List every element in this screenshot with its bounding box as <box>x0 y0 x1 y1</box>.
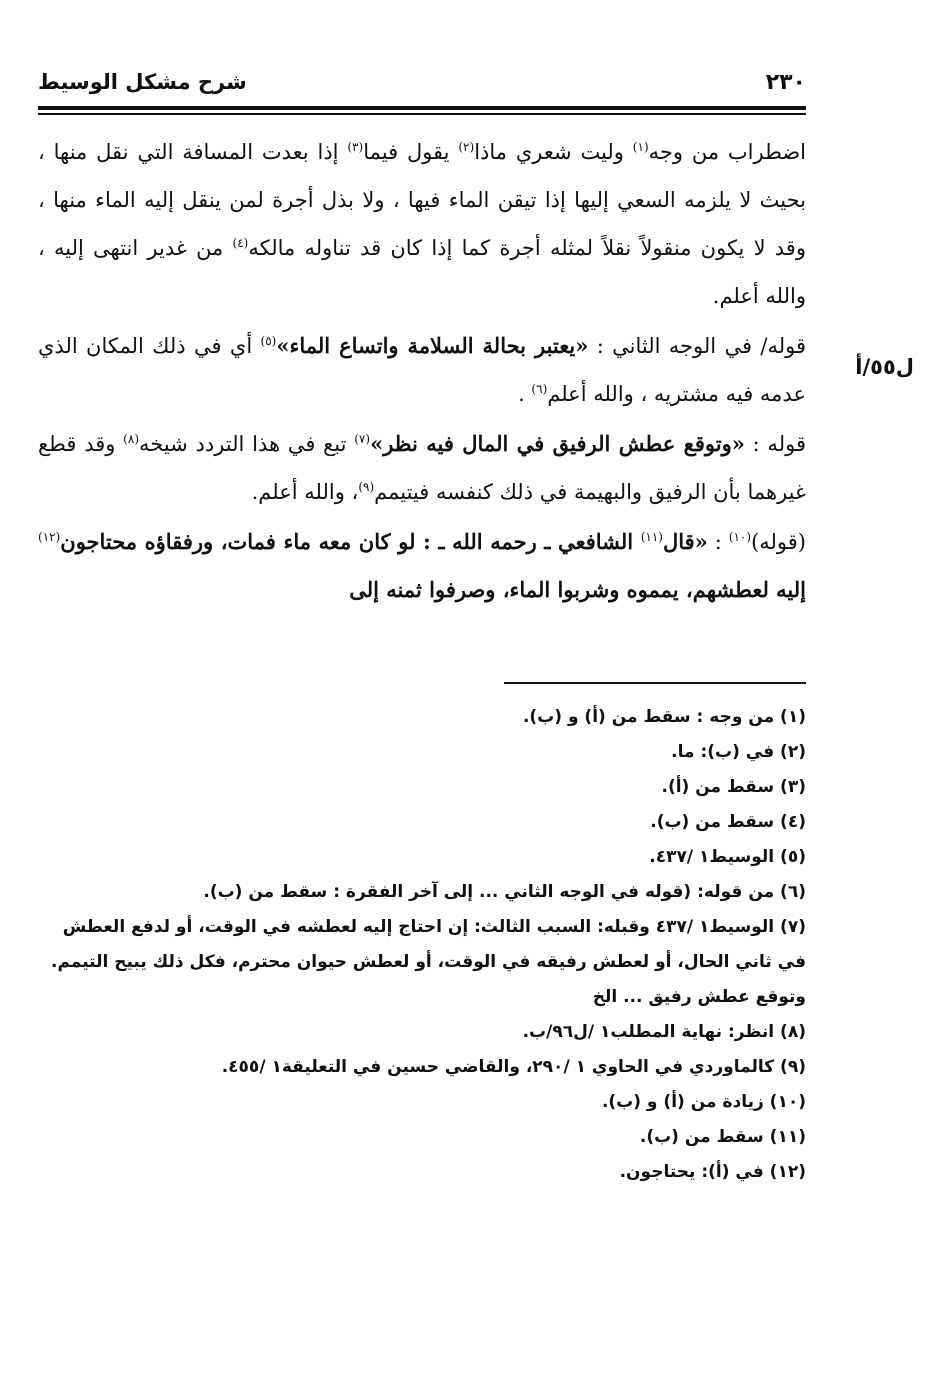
footnote: (١٢) في (أ): يحتاجون. <box>619 1162 806 1182</box>
quoted-text: «قال <box>662 529 708 554</box>
page-number: ٢٣٠ <box>765 70 806 95</box>
header-rule-thick <box>38 106 806 110</box>
text-run: : <box>707 530 729 554</box>
footnote: (١١) سقط من (ب). <box>639 1127 806 1147</box>
quoted-text: «يعتبر بحالة السلامة واتساع الماء» <box>276 333 589 358</box>
text-run: تبع في هذا التردد شيخه <box>139 432 355 456</box>
footnote-ref: (٢) <box>458 140 475 154</box>
footnote: (٧) الوسيط١ /٤٣٧ وقبله: السبب الثالث: إن احتاج إليه لعطشه في الوقت، أو لدفع العطش في ثاني الحال، أو لعطش رفيقه في الوقت، أو لعطش حيوان محترم، فكل ذلك يبيح التيمم. وتوقع عطش رفيق ... الخ <box>51 917 806 1007</box>
footnote-ref: (٥) <box>260 334 277 348</box>
footnote: (٩) كالماوردي في الحاوي ١ /٢٩٠، والقاضي حسين في التعليقة١ /٤٥٥. <box>221 1057 806 1077</box>
paragraph-1 <box>38 128 806 320</box>
footnote-separator <box>504 682 806 684</box>
footnote: (٣) سقط من (أ). <box>661 777 806 797</box>
footnotes <box>38 700 806 1190</box>
footnote: (٦) من قوله: (قوله في الوجه الثاني ... إلى آخر الفقرة : سقط من (ب). <box>203 882 806 902</box>
header-rule-thin <box>38 113 806 115</box>
text-run: من غدير انتهى إليه ، والله أعلم. <box>38 236 806 308</box>
manuscript-folio-marker: ل٥٥/أ <box>855 355 914 379</box>
footnote: (٨) انظر: نهاية المطلب١ /ل٩٦/ب. <box>522 1022 806 1042</box>
paragraph-4 <box>38 518 806 614</box>
page-header <box>38 70 806 104</box>
footnote-ref: (١١) <box>640 530 663 544</box>
text-run: وقد قطع غيرهما بأن الرفيق والبهيمة في ذلك كنفسه فيتيمم <box>38 432 806 504</box>
footnote: (١) من وجه : سقط من (أ) و (ب). <box>522 707 806 727</box>
footnote-ref: (٧) <box>354 432 371 446</box>
text-run: أي في ذلك المكان الذي عدمه فيه مشتريه ، والله أعلم <box>38 334 806 406</box>
paragraph-2 <box>38 322 806 418</box>
footnote: (٥) الوسيط١ /٤٣٧. <box>649 847 806 867</box>
text-run: اضطراب من وجه <box>648 140 807 164</box>
footnote-ref: (٨) <box>123 432 139 446</box>
main-text <box>38 128 806 614</box>
footnote: (١٠) زيادة من (أ) و (ب). <box>601 1092 806 1112</box>
quoted-text: «وتوقع عطش الرفيق في المال فيه نظر» <box>370 431 745 456</box>
quoted-text: إليه لعطشهم، يمموه وشربوا الماء، وصرفوا ثمنه إلى <box>349 577 806 602</box>
running-title: شرح مشكل الوسيط <box>38 70 247 94</box>
footnote-ref: (١) <box>632 140 649 154</box>
text-run: (قوله) <box>751 530 806 554</box>
footnote-ref: (١٠) <box>728 530 752 544</box>
footnote: (٤) سقط من (ب). <box>650 812 806 832</box>
text-run: قوله/ في الوجه الثاني : <box>588 334 806 358</box>
footnote-ref: (٣) <box>347 140 364 154</box>
text-run: . <box>518 382 532 406</box>
footnote-ref: (١٢) <box>38 530 61 544</box>
footnote-ref: (٤) <box>232 236 249 250</box>
text-run: قوله : <box>744 432 806 456</box>
footnote-ref: (٦) <box>531 382 548 396</box>
text-run: ، والله أعلم. <box>251 480 359 504</box>
text-run: وليت شعري ماذا <box>474 140 633 164</box>
quoted-text: الشافعي ـ رحمه الله ـ : لو كان معه ماء فمات، ورفقاؤه محتاجون <box>60 529 641 554</box>
footnote-ref: (٩) <box>358 480 375 494</box>
text-run: إذا بعدت المسافة التي نقل منها ، بحيث لا يلزمه السعي إليها إذا تيقن الماء فيها ، ولا بذل أجرة لمن ينقل إليه الماء منها ، وقد لا يكون منقولاً نقلاً لمثله أجرة كما إذا كان قد تناوله مالكه <box>38 140 806 260</box>
paragraph-3 <box>38 420 806 516</box>
footnote: (٢) في (ب): ما. <box>671 742 806 762</box>
text-run: يقول فيما <box>363 140 459 164</box>
